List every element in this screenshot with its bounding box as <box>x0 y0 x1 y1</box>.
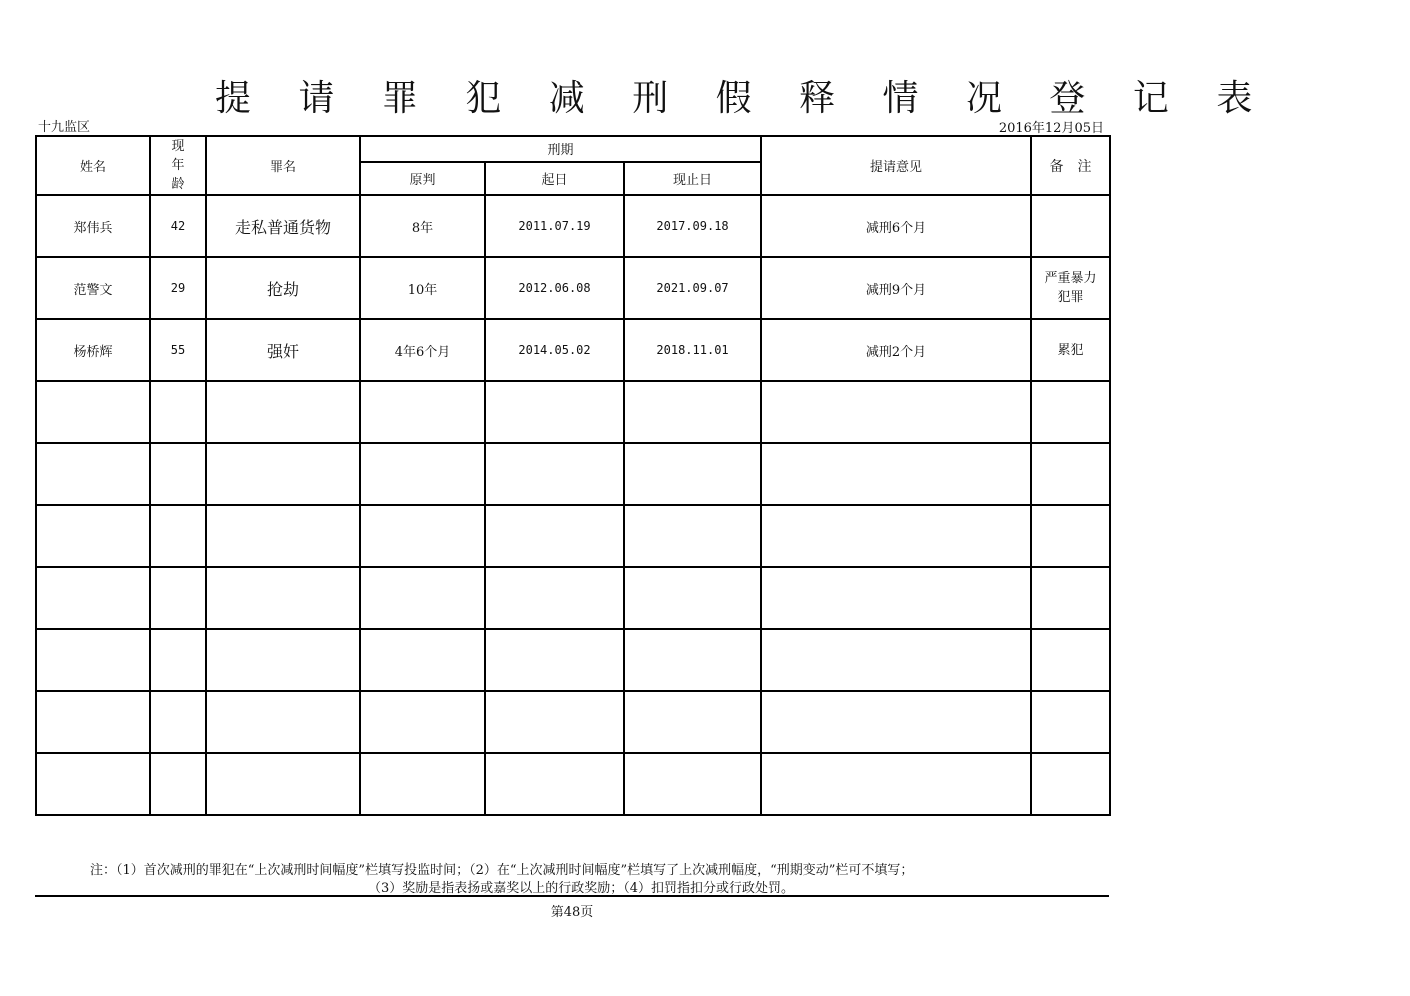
cell-start-date <box>485 629 624 691</box>
cell-remark <box>1031 319 1110 381</box>
cell-remark <box>1031 257 1110 319</box>
cell-crime: 抢劫 <box>206 257 360 319</box>
cell-name <box>36 629 150 691</box>
cell-name: 郑伟兵 <box>36 195 150 257</box>
cell-current-end-date <box>624 691 761 753</box>
table-row <box>36 319 1110 381</box>
cell-crime: 走私普通货物 <box>206 195 360 257</box>
cell-opinion <box>761 691 1031 753</box>
cell-name <box>36 505 150 567</box>
table-row <box>36 257 1110 319</box>
cell-original-sentence <box>360 443 485 505</box>
header-crime: 罪名 <box>206 136 360 195</box>
header-current-end-date: 现止日 <box>624 162 761 195</box>
header-sentence: 刑期 <box>360 136 761 162</box>
cell-opinion <box>761 443 1031 505</box>
cell-current-end-date <box>624 753 761 815</box>
cell-start-date <box>485 443 624 505</box>
cell-current-end-date: 2021.09.07 <box>624 257 761 319</box>
cell-age: 55 <box>150 319 206 381</box>
cell-opinion: 减刑9个月 <box>761 257 1031 319</box>
cell-remark <box>1031 567 1110 629</box>
cell-original-sentence <box>360 381 485 443</box>
cell-crime <box>206 505 360 567</box>
cell-original-sentence <box>360 753 485 815</box>
cell-age <box>150 443 206 505</box>
header-age-char: 龄 <box>171 177 185 192</box>
cell-current-end-date <box>624 629 761 691</box>
cell-name <box>36 443 150 505</box>
cell-age <box>150 381 206 443</box>
cell-current-end-date: 2018.11.01 <box>624 319 761 381</box>
cell-original-sentence: 8年 <box>360 195 485 257</box>
cell-age: 42 <box>150 195 206 257</box>
footnote <box>90 862 1100 898</box>
cell-start-date <box>485 753 624 815</box>
cell-remark <box>1031 195 1110 257</box>
cell-age <box>150 753 206 815</box>
cell-age <box>150 505 206 567</box>
cell-remark <box>1031 505 1110 567</box>
cell-current-end-date <box>624 381 761 443</box>
cell-start-date <box>485 381 624 443</box>
cell-name <box>36 691 150 753</box>
cell-original-sentence: 4年6个月 <box>360 319 485 381</box>
footnote-line-2: （3）奖励是指表扬或嘉奖以上的行政奖励；（4）扣罚指扣分或行政处罚。 <box>368 881 795 896</box>
cell-remark <box>1031 753 1110 815</box>
cell-start-date: 2014.05.02 <box>485 319 624 381</box>
cell-crime <box>206 381 360 443</box>
cell-name <box>36 381 150 443</box>
cell-remark <box>1031 443 1110 505</box>
table-row <box>36 567 1110 629</box>
cell-crime <box>206 567 360 629</box>
table-row <box>36 195 1110 257</box>
cell-opinion <box>761 753 1031 815</box>
cell-original-sentence <box>360 567 485 629</box>
cell-current-end-date <box>624 505 761 567</box>
cell-start-date: 2011.07.19 <box>485 195 624 257</box>
cell-age <box>150 567 206 629</box>
report-date: 2016年12月05日 <box>998 121 1104 136</box>
cell-start-date <box>485 691 624 753</box>
cell-opinion: 减刑6个月 <box>761 195 1031 257</box>
footnote-line-1: 注：（1）首次减刑的罪犯在“上次减刑时间幅度”栏填写投监时间；（2）在“上次减刑时间幅度”栏填写了上次减刑幅度，“刑期变动”栏可不填写； <box>90 863 914 878</box>
cell-age <box>150 691 206 753</box>
cell-remark <box>1031 691 1110 753</box>
cell-opinion <box>761 505 1031 567</box>
cell-current-end-date <box>624 567 761 629</box>
cell-remark-line: 累犯 <box>1057 342 1084 358</box>
table-row <box>36 381 1110 443</box>
table-row <box>36 505 1110 567</box>
cell-current-end-date <box>624 443 761 505</box>
table-row <box>36 629 1110 691</box>
cell-original-sentence <box>360 691 485 753</box>
header-opinion: 提请意见 <box>761 136 1031 195</box>
table-row <box>36 691 1110 753</box>
prison-area-label: 十九监区 <box>38 120 91 135</box>
cell-age: 29 <box>150 257 206 319</box>
page-number: 第48页 <box>550 905 594 920</box>
cell-opinion <box>761 567 1031 629</box>
cell-start-date: 2012.06.08 <box>485 257 624 319</box>
cell-opinion <box>761 381 1031 443</box>
cell-name: 杨桥辉 <box>36 319 150 381</box>
header-original-sentence: 原判 <box>360 162 485 195</box>
cell-start-date <box>485 567 624 629</box>
cell-remark <box>1031 381 1110 443</box>
cell-crime <box>206 753 360 815</box>
header-name: 姓名 <box>36 136 150 195</box>
cell-start-date <box>485 505 624 567</box>
cell-crime <box>206 443 360 505</box>
cell-opinion <box>761 629 1031 691</box>
cell-opinion: 减刑2个月 <box>761 319 1031 381</box>
cell-remark <box>1031 629 1110 691</box>
page-title: 提 请 罪 犯 减 刑 假 释 情 况 登 记 表 <box>215 78 1271 119</box>
cell-original-sentence: 10年 <box>360 257 485 319</box>
table-row <box>36 753 1110 815</box>
header-age-char: 年 <box>171 158 185 173</box>
cell-name: 范警文 <box>36 257 150 319</box>
bottom-rule <box>35 895 1109 897</box>
cell-current-end-date: 2017.09.18 <box>624 195 761 257</box>
cell-crime <box>206 691 360 753</box>
cell-original-sentence <box>360 629 485 691</box>
table-row <box>36 443 1110 505</box>
cell-name <box>36 753 150 815</box>
header-start-date: 起日 <box>485 162 624 195</box>
cell-remark-line: 严重暴力 <box>1044 271 1097 286</box>
header-age-char: 现 <box>171 139 185 154</box>
registration-table <box>35 135 1111 816</box>
cell-name <box>36 567 150 629</box>
cell-crime: 强奸 <box>206 319 360 381</box>
cell-age <box>150 629 206 691</box>
cell-remark-line: 犯罪 <box>1057 290 1084 305</box>
header-remark: 备 注 <box>1031 136 1110 195</box>
cell-original-sentence <box>360 505 485 567</box>
header-age <box>150 136 206 195</box>
cell-crime <box>206 629 360 691</box>
